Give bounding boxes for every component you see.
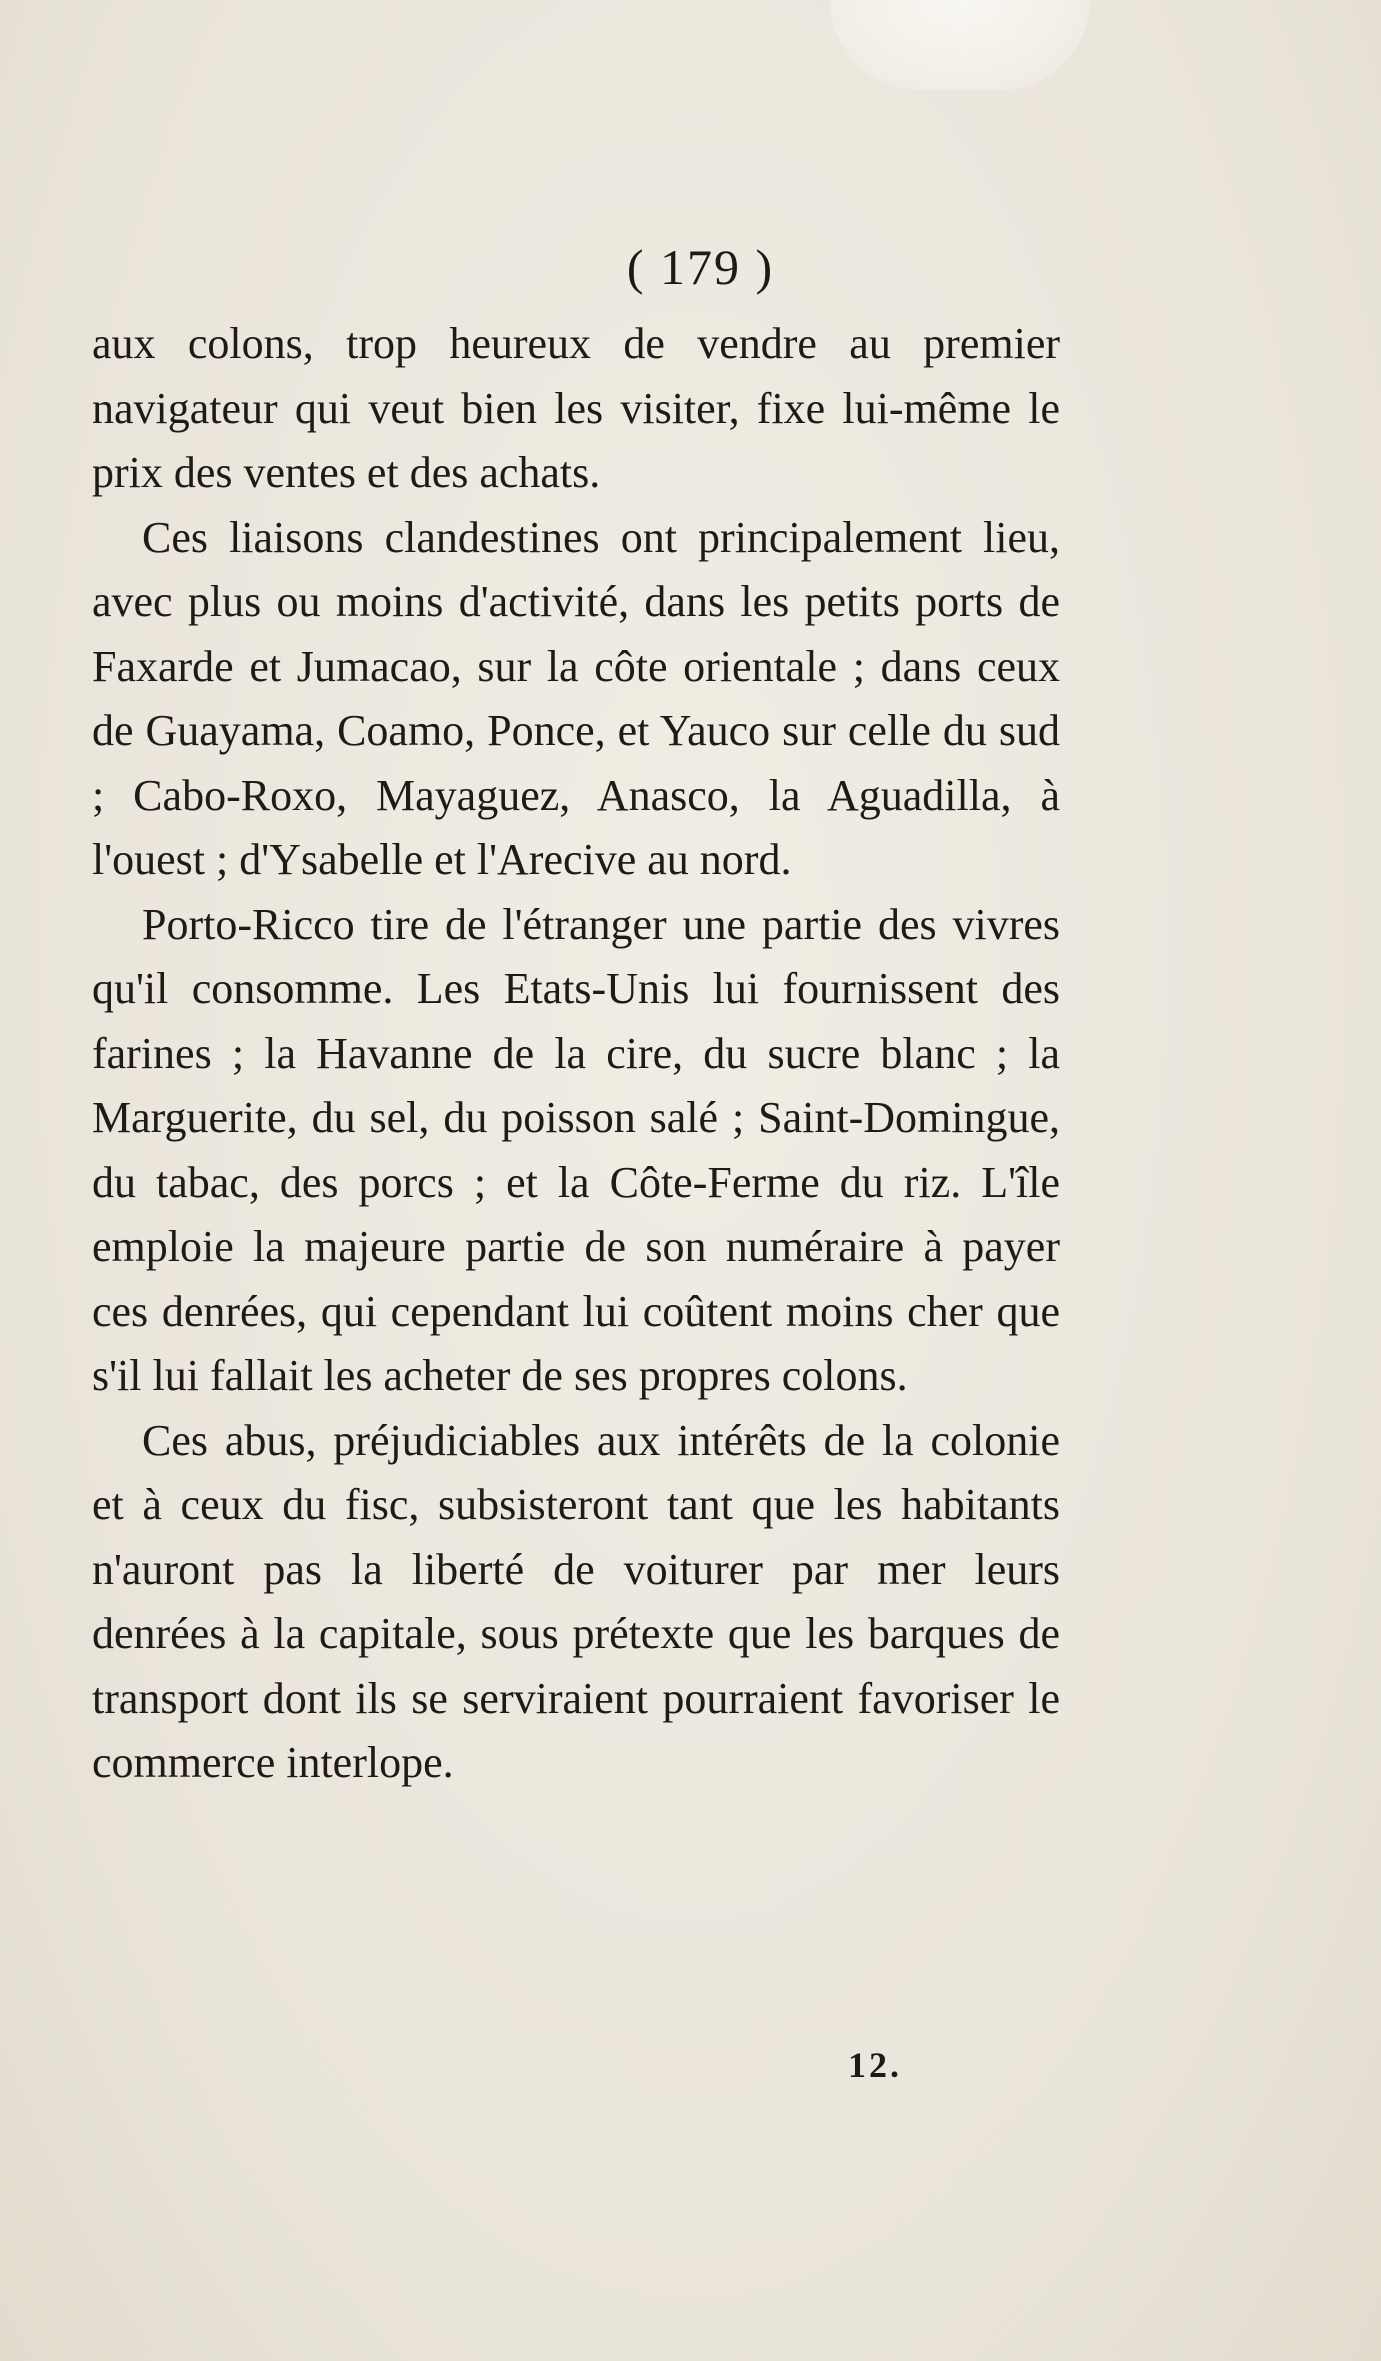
page-number: ( 179 ) xyxy=(626,239,775,295)
paragraph-3: Porto-Ricco tire de l'étranger une partie des vivres qu'il consomme. Les Etats-Unis lui fournissent des farines ; la Havanne de la cire, du sucre blanc ; la Marguerite, du sel, du poisson salé ; Saint-Domingue, du tabac, des porcs ; et la Côte-Ferme du riz. L'île emploie la majeure partie de son numéraire à payer ces denrées, qui cependant lui coûtent moins cher que s'il lui fallait les acheter de ses propres colons. xyxy=(92,899,1060,1400)
signature-mark: 12. xyxy=(848,2045,902,2085)
paragraph-4: Ces abus, préjudiciables aux intérêts de la colonie et à ceux du fisc, subsisteront tant que les habitants n'auront pas la liberté de voiturer par mer leurs denrées à la capitale, sous prétexte que les barques de transport dont ils se serviraient pourraient favoriser le commerce interlope. xyxy=(92,1415,1060,1787)
paragraph-2: Ces liaisons clandestines ont principalement lieu, avec plus ou moins d'activité, dans les petits ports de Faxarde et Jumacao, sur la côte orientale ; dans ceux de Guayama, Coamo, Ponce, et Yauco sur celle du sud ; Cabo-Roxo, Mayaguez, Anasco, la Aguadilla, à l'ouest ; d'Ysabelle et l'Arecive au nord. xyxy=(92,512,1060,884)
paragraph-1: aux colons, trop heureux de vendre au premier navigateur qui veut bien les visiter, fixe lui-même le prix des ventes et des achats. xyxy=(92,319,1060,497)
body-text xyxy=(92,312,1060,1796)
paper-stain xyxy=(830,0,1090,90)
